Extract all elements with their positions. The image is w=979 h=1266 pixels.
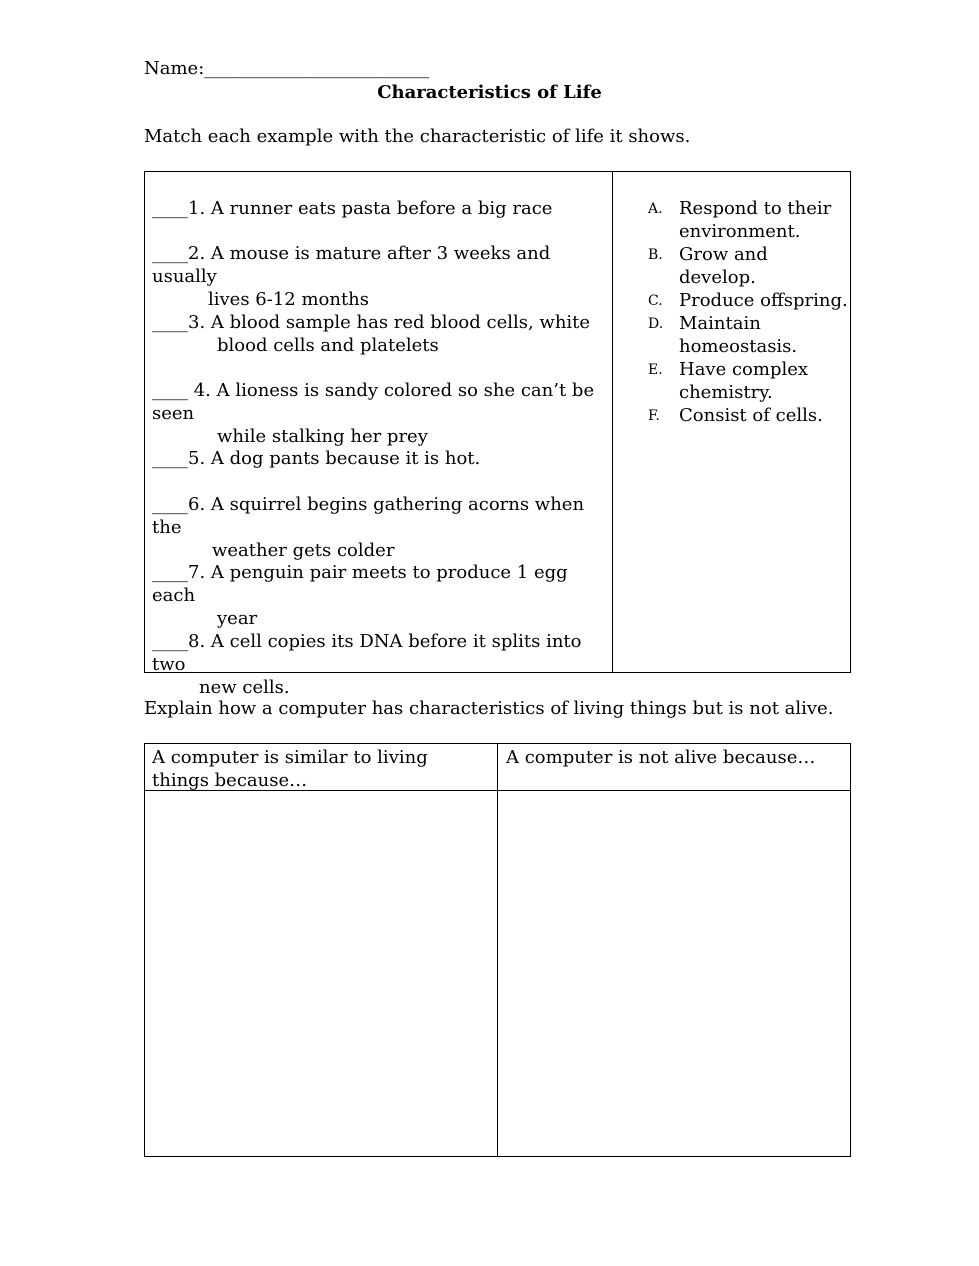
choice-letter: C. bbox=[648, 293, 663, 309]
choice-letter: F. bbox=[648, 408, 660, 424]
question-text-continued: weather gets colder bbox=[212, 540, 395, 561]
choice-a bbox=[648, 197, 848, 243]
question-5 bbox=[152, 447, 607, 470]
not-alive-column-header: A computer is not alive because… bbox=[506, 747, 816, 768]
name-field-label[interactable]: Name:_________________________ bbox=[144, 58, 430, 79]
choice-text: Have complex bbox=[679, 359, 809, 380]
question-text-continued: lives 6-12 months bbox=[208, 289, 370, 310]
choice-c bbox=[648, 289, 848, 312]
question-1 bbox=[152, 197, 607, 220]
choice-f bbox=[648, 404, 848, 427]
question-6 bbox=[152, 493, 607, 562]
question-text: 2. A mouse is mature after 3 weeks and usually bbox=[152, 243, 551, 287]
question-7 bbox=[152, 561, 607, 630]
explain-table bbox=[144, 743, 851, 1157]
choice-text-continued: homeostasis. bbox=[679, 336, 798, 357]
choice-text: Produce offspring. bbox=[679, 290, 848, 311]
choice-letter: D. bbox=[648, 316, 664, 332]
choice-letter: B. bbox=[648, 247, 663, 263]
question-3 bbox=[152, 311, 607, 357]
answer-blank[interactable]: ____ bbox=[152, 494, 188, 515]
question-text-continued: while stalking her prey bbox=[217, 426, 428, 447]
question-text: 4. A lioness is sandy colored so she can’t be seen bbox=[152, 380, 595, 424]
not-alive-answer-area[interactable] bbox=[499, 792, 850, 1156]
choice-letter: E. bbox=[648, 362, 663, 378]
question-text: 3. A blood sample has red blood cells, white bbox=[188, 312, 591, 333]
question-4 bbox=[152, 379, 607, 448]
question-text: 7. A penguin pair meets to produce 1 egg each bbox=[152, 562, 568, 606]
choice-text-continued: chemistry. bbox=[679, 382, 773, 403]
explain-instructions: Explain how a computer has characteristics of living things but is not alive. bbox=[144, 698, 834, 719]
matching-table bbox=[144, 171, 851, 698]
similar-column-header: A computer is similar to living things because… bbox=[152, 747, 428, 791]
column-divider bbox=[612, 172, 613, 672]
question-text-continued: new cells. bbox=[199, 677, 290, 698]
choice-e bbox=[648, 358, 848, 404]
answer-blank[interactable]: ____ bbox=[152, 631, 188, 652]
question-text: 1. A runner eats pasta before a big race bbox=[188, 198, 553, 219]
similar-answer-area[interactable] bbox=[145, 792, 497, 1156]
answer-blank[interactable]: ____ bbox=[152, 448, 188, 469]
question-text: 6. A squirrel begins gathering acorns when the bbox=[152, 494, 585, 538]
column-divider bbox=[497, 744, 498, 1156]
question-text-continued: year bbox=[217, 608, 258, 629]
choice-text: Maintain bbox=[679, 313, 761, 334]
question-text: 5. A dog pants because it is hot. bbox=[188, 448, 481, 469]
question-8 bbox=[152, 630, 607, 699]
choice-text-continued: environment. bbox=[679, 221, 801, 242]
question-text: 8. A cell copies its DNA before it splits into two bbox=[152, 631, 582, 675]
choice-text: Consist of cells. bbox=[679, 405, 823, 426]
choice-text: Respond to their bbox=[679, 198, 832, 219]
question-2 bbox=[152, 242, 607, 311]
choice-text: Grow and develop. bbox=[679, 244, 768, 288]
page-title: Characteristics of Life bbox=[377, 82, 602, 103]
question-text-continued: blood cells and platelets bbox=[217, 335, 439, 356]
choice-d bbox=[648, 312, 848, 358]
answer-blank[interactable]: ____ bbox=[152, 312, 188, 333]
choice-b bbox=[648, 243, 848, 289]
answer-blank[interactable]: ____ bbox=[152, 562, 188, 583]
answer-blank[interactable]: ____ bbox=[152, 380, 188, 401]
answer-blank[interactable]: ____ bbox=[152, 243, 188, 264]
choices-list bbox=[648, 197, 848, 427]
matching-instructions: Match each example with the characteristic of life it shows. bbox=[144, 126, 691, 147]
answer-blank[interactable]: ____ bbox=[152, 198, 188, 219]
choice-letter: A. bbox=[648, 201, 663, 217]
